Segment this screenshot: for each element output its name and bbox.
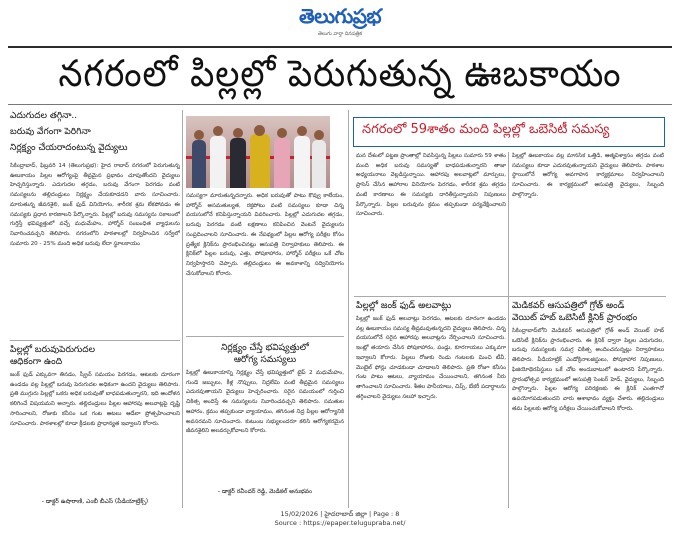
person-figure <box>210 136 226 188</box>
person-head <box>297 126 307 136</box>
center-body-text: సమస్యగా మారుతున్నదన్నారు. అధిక బరువుతో పాటు కొవ్వు కాలేయం, హార్మోన్ అసమతుల్యత, రక్తపోటు వంటి సమస్యలు కూడా చిన్న వయసులోనే కనిపిస్తున్నాయని వివరించారు. పిల్లల్లో ఎదుగుదల తగ్గడం, బరువు పెరగడం వంటి లక్షణాలు కనిపించిన వెంటనే వైద్యులను సంప్రదించాలని సూచించారు. ఈ నేపథ్యంలో పిల్లల ఆరోగ్య పరీక్షల కోసం ప్రత్యేక క్లినిక్‌ను ప్రారంభించినట్లు ఆసుపత్రి నిర్వాహకులు తెలిపారు. ఈ క్లినిక్‌లో పిల్లల బరువు, ఎత్తు, పోషకాహారం, హార్మోన్ పరీక్షలు ఒకే చోట నిర్వహిస్తారని చెప్పారు. తల్లిదండ్రులు ఈ అవకాశాన్ని సద్వినియోగం చేసుకోవాలని కోరారు. <box>186 193 344 277</box>
column-rule-2 <box>348 110 349 508</box>
center-divider <box>186 336 344 337</box>
person-figure <box>192 140 206 188</box>
kicker-line-3: నిర్లక్ష్యం చేయరాదంటున్న వైద్యులు <box>10 143 128 153</box>
masthead <box>0 0 680 48</box>
person-figure <box>274 138 290 188</box>
left-subheading-1: పిల్లల్లో బరువుపెరుగుదల <box>10 345 96 355</box>
page-headline: నగరంలో పిల్లల్లో పెరుగుతున్న ఊబకాయం <box>58 52 622 95</box>
left-column-lower <box>10 344 180 508</box>
column-rule-3 <box>508 152 509 508</box>
person-figure <box>250 134 270 188</box>
right-a-subheading: పిల్లల్లో జంక్ ఫుడ్ అలవాట్లు <box>356 301 452 311</box>
center-column-lower <box>186 342 344 508</box>
right-column-b <box>512 152 664 294</box>
right-b-subheading-1: మెడికవర్ ఆసుపత్రిలో గ్రోత్ అండ్ <box>512 301 625 311</box>
right-column-a-lower <box>356 300 506 508</box>
kicker-line-2: బరువు వేగంగా పెరిగినా <box>10 127 91 137</box>
right-b-body-text-2: సికింద్రాబాద్‌లోని మెడికవర్ ఆసుపత్రిలో గ్రోత్ అండ్ వెయిట్ హబ్ ఒబెసిటీ క్లినిక్‌ను ప్రారంభించారు. ఈ క్లినిక్ ద్వారా పిల్లల ఎదుగుదల, బరువు సమస్యలకు సమగ్ర చికిత్స అందించనున్నట్లు నిర్వాహకులు తెలిపారు. పీడియాట్రిక్ ఎండోక్రినాలజిస్టులు, పోషకాహార నిపుణులు, ఫిజియోథెరపిస్టులు ఒకే చోట అందుబాటులో ఉంటారని పేర్కొన్నారు. ప్రారంభోత్సవ కార్యక్రమంలో ఆసుపత్రి సెంటర్ హెడ్, వైద్యులు, సిబ్బంది పాల్గొన్నారు. పిల్లల ఆరోగ్య పరిరక్షణకు ఈ క్లినిక్ ఎంతగానో ఉపయోగపడుతుందని వారు ఆశాభావం వ్యక్తం చేశారు. తల్లిదండ్రులు తమ పిల్లలకు ఆరోగ్య పరీక్షలు చేయించుకోవాలని కోరారు. <box>512 328 664 412</box>
masthead-rule <box>8 46 672 48</box>
newspaper-logo[interactable] <box>262 4 418 36</box>
left-body-text: సికింద్రాబాద్, ఫిబ్రవరి 14 (తెలుగుప్రభ): హైద రాబాద్ నగరంలో పెరుగుతున్న ఊబకాయం పిల్లల ఆరోగ్యంపై తీవ్రమైన ప్రభావం చూపుతోందని వైద్యులు హెచ్చరిస్తున్నారు. ఎదుగుదల తగ్గడం, బరువు వేగంగా పెరగడం వంటి సమస్యలను తల్లిదండ్రులు నిర్లక్ష్యం చేయకూడదని వారు సూచించారు. మారుతున్న జీవనశైలి, జంక్ ఫుడ్ వినియోగం, శారీరక శ్రమ లేకపోవడం ఈ సమస్యకు ప్రధాన కారణాలని పేర్కొన్నారు. పిల్లల్లో బరువు సమస్యను సకాలంలో గుర్తిస్తే భవిష్యత్తులో వచ్చే మధుమేహం, హార్మోన్ సంబంధిత వ్యాధులను నివారించవచ్చని తెలిపారు. నగరంలోని పాఠశాలల్లో నిర్వహించిన సర్వేలో సుమారు 20 - 25% మంది అధిక బరువు లేదా స్థూలకాయం <box>10 163 180 247</box>
person-head <box>314 130 324 140</box>
footer-dateline: 15/02/2026 | హైదరాబాద్ జిల్లా | Page : 8 <box>280 510 400 518</box>
person-figure <box>294 136 310 188</box>
left-signature: - డాక్టర్ ఉషారాణి, ఎంబీ బీఎస్ (పీడియాట్రిక్స్) <box>41 498 149 505</box>
right-a-body-text: మన దేశంలో పట్టణ ప్రాంతాల్లో నివసిస్తున్న పిల్లలు సుమారు 59 శాతం మంది అధిక బరువు సమస్యతో బాధపడుతున్నారని తాజా అధ్యయనాలు వెల్లడిస్తున్నాయి. ఆహారపు అలవాట్లలో మార్పులు, ప్రాసెస్ చేసిన ఆహారాల వినియోగం పెరగడం, శారీరక శ్రమ తగ్గడం వంటి కారణాలు ఈ సమస్యకు దారితీస్తున్నాయని నిపుణులు పేర్కొన్నారు. పిల్లల బరువును క్రమం తప్పకుండా పర్యవేక్షించాలని సూచించారు. <box>356 153 506 218</box>
person-figure <box>230 138 246 188</box>
right-divider <box>354 296 666 297</box>
person-head <box>213 126 223 136</box>
logo-tagline: తెలుగు వార్తా దినపత్రిక <box>317 31 363 37</box>
event-photo[interactable] <box>186 116 330 188</box>
center-body-text-2: పిల్లల్లో ఊబకాయాన్ని నిర్లక్ష్యం చేస్తే భవిష్యత్తులో టైప్ 2 మధుమేహం, గుండె జబ్బులు, కీళ్ల నొప్పులు, నిద్రలేమి వంటి తీవ్రమైన సమస్యలు ఎదురవుతాయని వైద్యులు హెచ్చరించారు. సరైన సమయంలో గుర్తించి చికిత్స అందిస్తే ఈ సమస్యలను నివారించవచ్చని తెలిపారు. సమతుల ఆహారం, క్రమం తప్పకుండా వ్యాయామం, తగినంత నిద్ర పిల్లల ఆరోగ్యానికి అవసరమని సూచించారు. కుటుంబ సభ్యులందరూ కలిసి ఆరోగ్యకరమైన జీవనశైలిని అలవర్చుకోవాలని కోరారు. <box>186 370 344 435</box>
page-footer <box>0 510 680 528</box>
footer-source-link[interactable]: Source : https://epaper.telugupraba.net/ <box>274 519 406 527</box>
highlight-title: నగరంలో 59శాతం మంది పిల్లల్లో ఒబెసిటీ సమస్య <box>362 122 610 137</box>
left-column <box>10 110 180 360</box>
person-figure <box>312 140 326 188</box>
right-b-subheading-2: వెయిట్ హబ్ ఒబెసిటీ క్లినిక్ ప్రారంభం <box>512 313 638 323</box>
logo-text: తెలుగుప్రభ <box>299 4 381 28</box>
right-a-body-text-2: పిల్లల్లో జంక్ ఫుడ్ అలవాట్లు పెరగడం, ఆటలకు దూరంగా ఉండడం వల్ల ఊబకాయం సమస్య తీవ్రమవుతున్నదని వైద్యులు తెలిపారు. చిన్న వయసులోనే సరైన ఆహారపు అలవాట్లను నేర్పించాలని సూచించారు. ఇంట్లో తయారు చేసిన పోషకాహారం, పండ్లు, కూరగాయలు ఎక్కువగా ఇవ్వాలని కోరారు. పిల్లలు రోజుకు రెండు గంటలకు మించి టీవీ, మొబైల్ ఫోన్లు చూడకుండా చూడాలని తెలిపారు. ప్రతి రోజూ కనీసం గంట పాటు ఆటలు, వ్యాయామం చేయించాలని, తగినంత నీరు తాగించాలని సూచించారు. శీతల పానీయాలు, చిప్స్, బేకరీ పదార్థాలను తగ్గించాలని వైద్యులు సలహా ఇచ్చారు. <box>356 316 506 400</box>
right-column-a <box>356 152 506 294</box>
column-rule-1 <box>182 110 183 508</box>
right-b-body-text: పిల్లల్లో ఊబకాయం వల్ల మానసిక ఒత్తిడి, ఆత్మవిశ్వాసం తగ్గడం వంటి సమస్యలు కూడా ఎదురవుతున్నాయని వైద్యులు తెలిపారు. పాఠశాల స్థాయిలోనే ఆరోగ్య అవగాహన కార్యక్రమాలు నిర్వహించాలని సూచించారు. ఈ కార్యక్రమంలో ఆసుపత్రి వైద్యులు, సిబ్బంది పాల్గొన్నారు. <box>512 153 664 198</box>
center-column <box>186 192 344 332</box>
person-head <box>254 125 265 136</box>
headline-rule <box>8 104 672 105</box>
center-signature: - డాక్టర్ రవీందర్ రెడ్డి, మెడికల్ అనుభవం <box>217 488 313 495</box>
kicker-line-1: ఎదుగుదల తగ్గినా.. <box>10 111 78 121</box>
left-divider <box>10 340 180 341</box>
person-head <box>194 130 204 140</box>
center-subheading-2: ఆరోగ్య సమస్యలు <box>233 355 297 365</box>
right-column-b-lower <box>512 300 664 508</box>
left-body-text-2: జంక్ ఫుడ్ ఎక్కువగా తినడం, స్క్రీన్ సమయం పెరగడం, ఆటలకు దూరంగా ఉండడం వల్ల పిల్లల్లో బరువు పెరుగుదల అధికంగా ఉందని వైద్యులు తెలిపారు. ప్రతి ముగ్గురు పిల్లల్లో ఒకరు అధిక బరువుతో బాధపడుతున్నారని, ఇది ఆందోళన కలిగించే విషయమని అన్నారు. తల్లిదండ్రులు పిల్లల ఆహారపు అలవాట్లపై దృష్టి సారించాలని, రోజుకు కనీసం ఒక గంట ఆటలు ఆడేలా ప్రోత్సహించాలని సూచించారు. పాఠశాలల్లో కూడా క్రీడలకు ప్రాధాన్యత ఇవ్వాలని కోరారు. <box>10 372 180 427</box>
person-head <box>277 128 287 138</box>
person-head <box>233 128 243 138</box>
left-subheading-2: ఆధికంగా ఉంది <box>10 357 63 367</box>
center-subheading-1: నిర్లక్ష్యం చేస్తే భవిష్యత్తులో <box>221 343 309 353</box>
